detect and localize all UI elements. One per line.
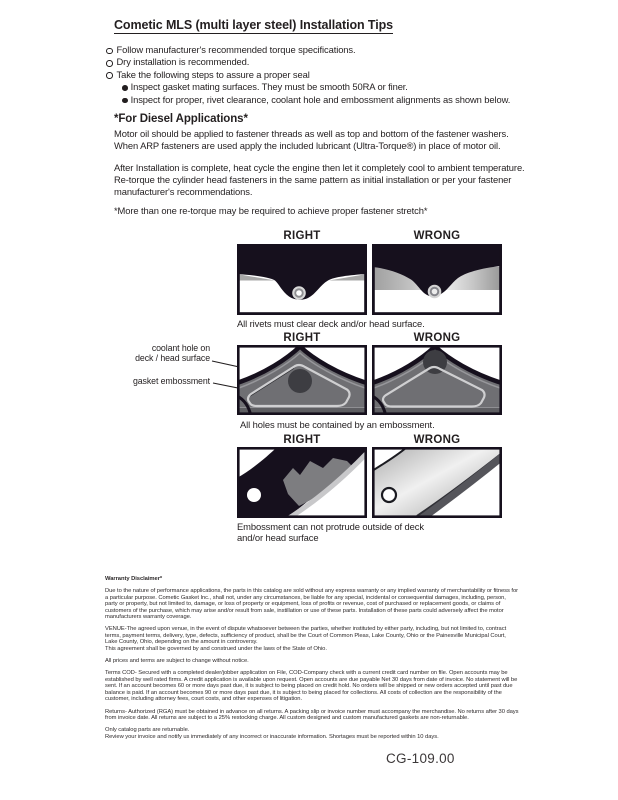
list-item (106, 44, 536, 56)
figure3-caption (237, 521, 477, 543)
legal-paragraph: Due to the nature of performance applications, the parts in this catalog are sold without any express warranty or any implied warranty of merchantability or fitness for a particular purpose. Cometic Gasket Inc., shall not, under any circumstances, be liable for any special, incidental or consequential damages, including, person, party or property, but not limited to, damage, or loss of property or equipment, loss of profits or revenue, cost of purchased or replacement goods, or claims of customers of the purchase, which may arise and/or result from sale, instillation or use of these parts. Installation of these parts could adversely affect the motor manufacturers warranty coverage. (105, 588, 519, 621)
legal-paragraph: Review your invoice and notify us immediately of any incorrect or inaccurate information. Shortages must be reported within 10 days. (105, 733, 439, 740)
list-item (106, 56, 536, 68)
retorque-note: *More than one re-torque may be required to achieve proper fastener stretch* (114, 205, 428, 216)
callout-line: deck / head surface (135, 352, 210, 363)
figure1-right-label: RIGHT (283, 230, 321, 242)
legal-fine-print (105, 576, 519, 746)
list-item (106, 81, 536, 93)
figure1-wrong-diagram (372, 244, 502, 315)
list-item-text: Follow manufacturer's recommended torque specifications. (116, 44, 356, 55)
list-item-text: Take the following steps to assure a proper seal (116, 68, 310, 80)
rivet-center (296, 290, 302, 296)
figure3-wrong-diagram (372, 447, 502, 518)
diesel-section-heading: *For Diesel Applications* (114, 113, 248, 125)
coolant-hole-callout (114, 344, 210, 364)
figure2-caption: All holes must be contained by an embossment. (240, 419, 435, 430)
bolt-hole (382, 488, 396, 502)
callout-line: coolant hole on (151, 343, 210, 353)
page-title: Cometic MLS (multi layer steel) Installation Tips (114, 18, 393, 32)
figure2-wrong-label: WRONG (413, 332, 461, 344)
figure2-right-diagram (237, 345, 367, 416)
list-item-text: Dry installation is recommended. (116, 56, 250, 68)
filled-bullet-icon (122, 98, 128, 104)
figure2-wrong-diagram (372, 345, 502, 416)
coolant-hole (288, 369, 312, 393)
figure3-wrong-label: WRONG (413, 434, 461, 446)
figure1-wrong-label: WRONG (413, 230, 461, 242)
legal-paragraph: All prices and terms are subject to change without notice. (105, 658, 249, 665)
legal-paragraph: VENUE-The agreed upon venue, in the event of dispute whatsoever between the parties, whether instituted by either party, including, but not limited to, contract terms, payment terms, delivery, type, defects, sufficiency of product, shall be the Court of Common Pleas, Lake County, Ohio or the Painesville Municipal Court, Lake County, Ohio, depending on the amount in controversy. (105, 626, 507, 646)
list-item-text: Inspect gasket mating surfaces. They must be smooth 50RA or finer. (130, 81, 408, 93)
legal-paragraph: Only catalog parts are returnable. (105, 727, 190, 734)
filled-bullet-icon (122, 85, 128, 91)
figure2-right-label: RIGHT (283, 332, 321, 344)
diesel-paragraph: After Installation is complete, heat cycle the engine then let it completely cool to ambient temperature. Re-torque the cylinder head fasteners in the same pattern as initial installation or per your fastener manufacturer's recommendations. (114, 162, 525, 198)
figure1-right-diagram (237, 244, 367, 315)
list-item-text: Inspect for proper, rivet clearance, coolant hole and embossment alignments as shown below. (130, 93, 511, 105)
page-code: CG-109.00 (386, 751, 455, 766)
gasket-embossment-callout: gasket embossment (132, 376, 210, 386)
open-bullet-icon (106, 60, 113, 67)
bolt-hole (247, 488, 261, 502)
legal-paragraph: This agreement shall be governed by and construed under the laws of the State of Ohio. (105, 645, 327, 652)
open-bullet-icon (106, 48, 113, 55)
legal-paragraph: Terms COD- Secured with a completed dealer/jobber application on File, COD-Company check with a current credit card number on file. Open accounts may be established by well rated firms. A credit application is available upon request. Open accounts are due payable Net 30 days from date of invoice. No statement will be sent. If an account becomes 60 or more days past due, it is subject to being placed on credit hold. No orders will be shipped or new orders accepted until past due balance is paid. If an account becomes 90 or more days past due, it is subject to being placed for collections. All costs of collection are the responsibility of the customer, including attorney fees, court costs, and other expenses of litigation. (105, 670, 518, 703)
installation-tips-list (106, 44, 536, 106)
figure3-right-diagram (237, 447, 367, 518)
list-item (106, 94, 536, 106)
caption-line: and/or head surface (237, 532, 319, 543)
rivet-center (432, 289, 438, 295)
legal-paragraph: Returns- Authorized (RGA) must be obtained in advance on all returns. A packing slip or invoice number must accompany the merchandise. No returns after 30 days from invoice date. All returns are subject to a 25% restocking charge. All custom designed and custom manufactured gaskets are non-returnable. (105, 708, 519, 721)
diesel-paragraph: Motor oil should be applied to fastener threads as well as top and bottom of the fastener washers. When ARP fasteners are used apply the included lubricant (Ultra-Torque®) in place of motor oil. (114, 128, 509, 152)
caption-line: Embossment can not protrude outside of deck (237, 521, 424, 532)
list-item (106, 69, 536, 81)
figure1-caption: All rivets must clear deck and/or head surface. (237, 318, 425, 329)
figure3-right-label: RIGHT (283, 434, 321, 446)
warranty-disclaimer-heading: Warranty Disclaimer* (105, 576, 163, 582)
open-bullet-icon (106, 72, 113, 79)
